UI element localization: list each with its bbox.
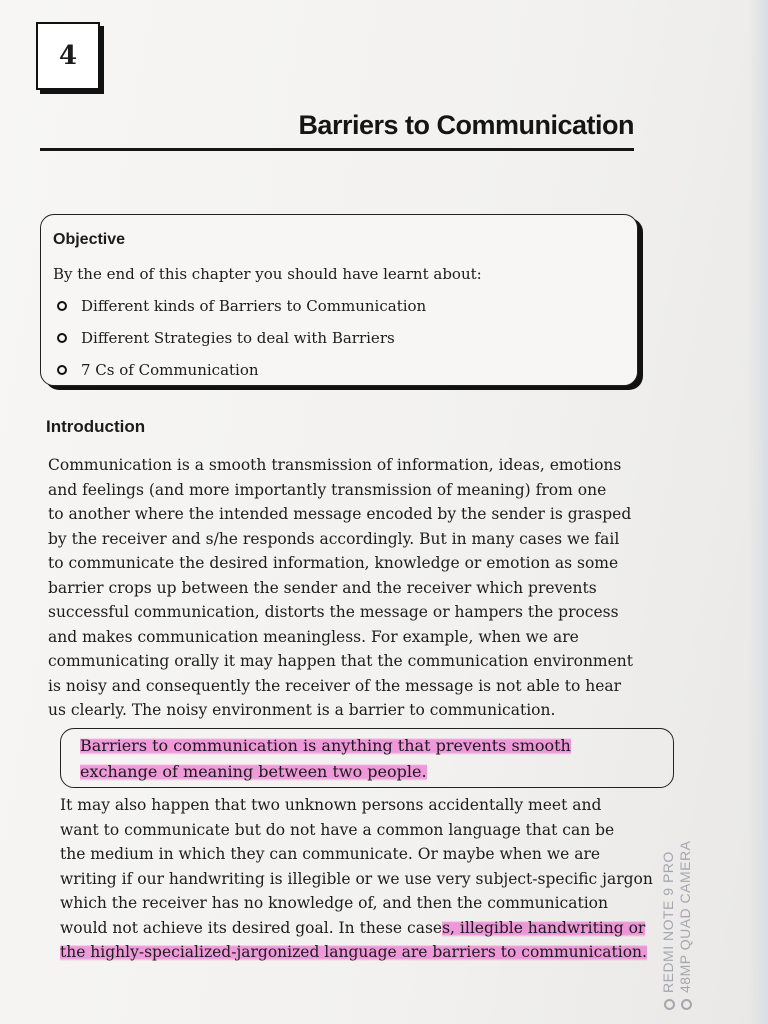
text-line: Communication is a smooth transmission of information, ideas, emotions xyxy=(48,456,622,474)
objective-item xyxy=(57,329,395,347)
objective-item xyxy=(57,361,259,379)
text-line: to another where the intended message encoded by the sender is grasped xyxy=(48,505,632,523)
objective-intro: By the end of this chapter you should have learnt about: xyxy=(53,265,482,283)
text-line: us clearly. The noisy environment is a barrier to communication. xyxy=(48,701,556,719)
objective-item-text: 7 Cs of Communication xyxy=(81,361,259,379)
watermark-line xyxy=(677,841,694,1010)
text-line: writing if our handwriting is illegible or we use very subject-specific jargon xyxy=(60,869,653,888)
title-rule xyxy=(40,148,634,151)
watermark-circle-icon xyxy=(681,999,692,1010)
text-line: successful communication, distorts the message or hampers the process xyxy=(48,603,619,621)
text-line: It may also happen that two unknown persons accidentally meet and xyxy=(60,796,602,814)
chapter-number-box xyxy=(36,22,100,90)
highlighted-text: the highly-specialized-jargonized language are barriers to communication. xyxy=(60,943,647,961)
second-paragraph xyxy=(60,793,676,965)
objective-heading: Objective xyxy=(53,231,126,248)
camera-watermark xyxy=(660,841,694,1010)
highlighted-text: exchange of meaning between two people. xyxy=(80,762,427,781)
objective-item xyxy=(57,297,426,315)
chapter-number: 4 xyxy=(58,41,78,71)
watermark-circle-icon xyxy=(664,999,675,1010)
text-line: which the receiver has no knowledge of, and then the communication xyxy=(60,894,608,912)
objective-box xyxy=(40,214,638,386)
text-line: want to communicate but do not have a common language that can be xyxy=(60,820,615,839)
watermark-text: 48MP QUAD CAMERA xyxy=(677,840,693,993)
circle-bullet-icon xyxy=(57,333,67,343)
watermark-text: REDMI NOTE 9 PRO xyxy=(660,851,676,993)
text-line: to communicate the desired information, knowledge or emotion as some xyxy=(48,554,619,572)
text-line: and makes communication meaningless. For example, when we are xyxy=(48,627,579,646)
introduction-heading: Introduction xyxy=(46,417,146,436)
objective-item-text: Different Strategies to deal with Barriers xyxy=(81,329,395,347)
text-line xyxy=(60,940,676,965)
chapter-title: Barriers to Communication xyxy=(298,110,634,140)
text-line: and feelings (and more importantly transmission of meaning) from one xyxy=(48,480,607,499)
highlighted-text: s, illegible handwriting or xyxy=(442,918,646,937)
objective-item-text: Different kinds of Barriers to Communication xyxy=(81,297,427,315)
text-line: barrier crops up between the sender and the receiver which prevents xyxy=(48,578,597,597)
text-line: by the receiver and s/he responds accordingly. But in many cases we fail xyxy=(48,529,620,548)
introduction-paragraph xyxy=(48,453,660,723)
page-edge-shadow xyxy=(748,0,768,1024)
definition-text xyxy=(80,733,571,785)
highlighted-text: Barriers to communication is anything that prevents smooth xyxy=(80,736,571,755)
text-line: is noisy and consequently the receiver of the message is not able to hear xyxy=(48,676,622,695)
text-fragment: would not achieve its desired goal. In these case xyxy=(60,918,443,937)
text-line: the medium in which they can communicate. Or maybe when we are xyxy=(60,845,601,863)
watermark-line xyxy=(660,841,677,1010)
text-line: communicating orally it may happen that the communication environment xyxy=(48,652,634,670)
circle-bullet-icon xyxy=(57,365,67,375)
circle-bullet-icon xyxy=(57,301,67,311)
text-line xyxy=(60,916,676,941)
